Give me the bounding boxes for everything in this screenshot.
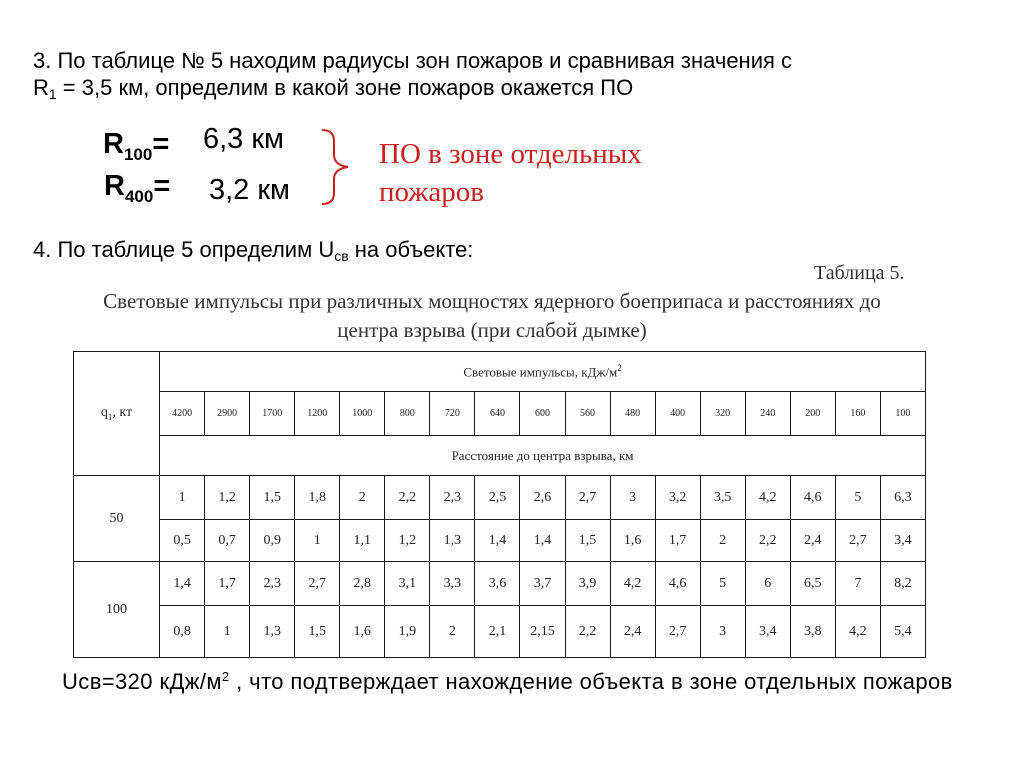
distance-cell: 2,4 [610, 606, 655, 658]
q-value-50: 50 [74, 476, 160, 562]
distance-cell: 0,9 [250, 520, 295, 562]
distance-cell: 1,3 [250, 606, 295, 658]
distance-cell: 2 [340, 476, 385, 520]
impulse-value-cell: 560 [565, 392, 610, 436]
distance-cell: 2,2 [745, 520, 790, 562]
distance-cell: 1,2 [205, 476, 250, 520]
distance-cell: 1 [295, 520, 340, 562]
table-row [74, 476, 926, 520]
distance-cell: 4,6 [655, 562, 700, 606]
distance-cell: 3,8 [790, 606, 835, 658]
distance-cell: 1,5 [565, 520, 610, 562]
distance-cell: 1,7 [655, 520, 700, 562]
step4-paragraph: 4. По таблице 5 определим $U_{св}$ на объекте: [33, 237, 474, 264]
distance-cell: 5,4 [880, 606, 925, 658]
impulse-value-cell: 100 [880, 392, 925, 436]
distance-cell: 3,4 [880, 520, 925, 562]
distance-cell: 2,8 [340, 562, 385, 606]
distance-cell: 2,2 [385, 476, 430, 520]
r100-value: 6,3 км [203, 123, 284, 155]
distance-cell: 1,4 [520, 520, 565, 562]
distance-cell: 5 [700, 562, 745, 606]
distance-cell: 0,7 [205, 520, 250, 562]
zone-result: ПО в зоне отдельных пожаров [379, 138, 642, 208]
distance-cell: 3,7 [520, 562, 565, 606]
distance-cell: 2,7 [835, 520, 880, 562]
step3-line1: 3. По таблице № 5 находим радиусы зон пожаров и сравнивая значения с [33, 48, 793, 73]
distance-cell: 6,5 [790, 562, 835, 606]
distance-cell: 3,1 [385, 562, 430, 606]
distance-cell: 1,4 [160, 562, 205, 606]
distance-cell: 3,3 [430, 562, 475, 606]
distance-cell: 4,2 [835, 606, 880, 658]
impulse-value-cell: 160 [835, 392, 880, 436]
distance-cell: 2,7 [295, 562, 340, 606]
impulse-value-cell: 200 [790, 392, 835, 436]
distance-header: Расстояние до центра взрыва, км [160, 436, 926, 476]
distance-cell: 2 [430, 606, 475, 658]
distance-cell: 2,7 [565, 476, 610, 520]
table-row [74, 520, 926, 562]
distance-cell: 2,5 [475, 476, 520, 520]
q-value-100: 100 [74, 562, 160, 658]
r400-label: $R_{400}=$ [104, 170, 171, 206]
impulse-value-cell: 320 [700, 392, 745, 436]
distance-cell: 0,8 [160, 606, 205, 658]
distance-cell: 2,15 [520, 606, 565, 658]
distance-cell: 1 [205, 606, 250, 658]
impulse-value-cell: 480 [610, 392, 655, 436]
distance-cell: 1,3 [430, 520, 475, 562]
distance-cell: 6 [745, 562, 790, 606]
distance-cell: 1,5 [250, 476, 295, 520]
distance-cell: 3 [700, 606, 745, 658]
distance-cell: 1,2 [385, 520, 430, 562]
distance-cell: 2,7 [655, 606, 700, 658]
impulse-value-cell: 2900 [205, 392, 250, 436]
distance-cell: 1,6 [610, 520, 655, 562]
distance-cell: 4,6 [790, 476, 835, 520]
distance-cell: 8,2 [880, 562, 925, 606]
distance-cell: 1,6 [340, 606, 385, 658]
impulse-value-cell: 1200 [295, 392, 340, 436]
distance-cell: 2,4 [790, 520, 835, 562]
impulse-value-cell: 4200 [160, 392, 205, 436]
table-title: Световые импульсы при различных мощностях ядерного боеприпаса и расстояниях до центра взрыва (при слабой дымке) [103, 289, 881, 342]
distance-cell: 1,9 [385, 606, 430, 658]
distance-cell: 1,7 [205, 562, 250, 606]
step3-paragraph [33, 47, 1013, 101]
r100-label: $R_{100}=$ [103, 128, 170, 164]
distance-cell: 3,2 [655, 476, 700, 520]
distance-cell: 2,2 [565, 606, 610, 658]
impulse-value-cell: 1700 [250, 392, 295, 436]
impulse-value-cell: 800 [385, 392, 430, 436]
impulse-value-cell: 1000 [340, 392, 385, 436]
distance-cell: 1,5 [295, 606, 340, 658]
distance-cell: 3,9 [565, 562, 610, 606]
distance-cell: 2 [700, 520, 745, 562]
distance-cell: 5 [835, 476, 880, 520]
distance-cell: 3,4 [745, 606, 790, 658]
distance-cell: 1,8 [295, 476, 340, 520]
distance-cell: 2,1 [475, 606, 520, 658]
distance-cell: 3,5 [700, 476, 745, 520]
distance-cell: 4,2 [745, 476, 790, 520]
distance-cell: 1 [160, 476, 205, 520]
r400-value: 3,2 км [209, 174, 290, 206]
table-row [74, 562, 926, 606]
distance-cell: 0,5 [160, 520, 205, 562]
table-caption: Таблица 5. [814, 262, 905, 284]
light-impulse-table [73, 351, 926, 658]
distance-cell: 4,2 [610, 562, 655, 606]
distance-cell: 2,6 [520, 476, 565, 520]
curly-brace-icon [318, 127, 358, 207]
distance-cell: 1,1 [340, 520, 385, 562]
q-header-cell: $q_1$, кт [74, 352, 160, 476]
impulse-value-cell: 240 [745, 392, 790, 436]
impulse-value-cell: 600 [520, 392, 565, 436]
distance-cell: 6,3 [880, 476, 925, 520]
step3-line2: $R_1 = 3,5$ км, определим в какой зоне пожаров окажется ПО [33, 75, 634, 102]
table-row [74, 606, 926, 658]
impulse-values-row [74, 392, 926, 436]
distance-cell: 2,3 [250, 562, 295, 606]
conclusion-text: Uсв=320 кДж/$м^2$ , что подтверждает нахождение объекта в зоне отдельных пожаров [62, 669, 953, 694]
distance-cell: 7 [835, 562, 880, 606]
distance-cell: 3 [610, 476, 655, 520]
impulses-header: Световые импульсы, кДж/$м^2$ [160, 352, 926, 392]
impulse-value-cell: 720 [430, 392, 475, 436]
distance-cell: 2,3 [430, 476, 475, 520]
distance-cell: 3,6 [475, 562, 520, 606]
impulse-value-cell: 400 [655, 392, 700, 436]
impulse-value-cell: 640 [475, 392, 520, 436]
distance-cell: 1,4 [475, 520, 520, 562]
